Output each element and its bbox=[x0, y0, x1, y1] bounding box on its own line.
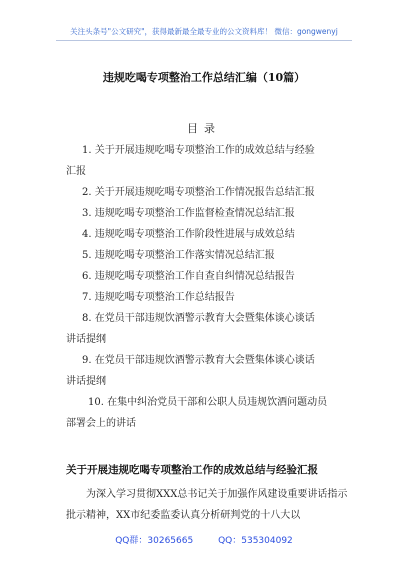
toc-item-text: 1. 关于开展违规吃喝专项整治工作的成效总结与经验 bbox=[82, 145, 315, 156]
body-paragraph: 为深入学习贯彻XXX总书记关于加强作风建设重要讲话指示批示精神，XX市纪委监委认真分析研判党的十八大以 bbox=[66, 489, 348, 521]
toc-item-2[interactable] bbox=[66, 182, 350, 203]
toc-item-4[interactable] bbox=[66, 224, 350, 245]
toc-item-text: 8. 在党员干部违规饮酒警示教育大会暨集体谈心谈话 bbox=[82, 313, 315, 324]
header-divider bbox=[56, 40, 352, 41]
toc-item-text: 6. 违规吃喝专项整治工作自查自纠情况总结报告 bbox=[82, 271, 295, 282]
toc-item-continuation: 讲话提纲 bbox=[66, 334, 106, 345]
toc-item-continuation: 汇报 bbox=[66, 166, 86, 177]
qq-group-link[interactable]: QQ群：30265665 bbox=[115, 536, 194, 546]
toc-item-1[interactable] bbox=[66, 140, 350, 182]
toc-item-text: 5. 违规吃喝专项整治工作落实情况总结汇报 bbox=[82, 250, 275, 261]
toc-item-text: 4. 违规吃喝专项整治工作阶段性进展与成效总结 bbox=[82, 229, 295, 240]
toc-item-continuation: 讲话提纲 bbox=[66, 376, 106, 387]
toc-item-text: 10. 在集中纠治党员干部和公职人员违规饮酒问题动员 bbox=[88, 397, 328, 408]
toc-item-10[interactable] bbox=[66, 392, 350, 434]
toc-item-9[interactable] bbox=[66, 350, 350, 392]
toc-item-6[interactable] bbox=[66, 266, 350, 287]
toc-item-continuation: 部署会上的讲话 bbox=[66, 418, 136, 429]
document-title: 违规吃喝专项整治工作总结汇编（10篇） bbox=[102, 71, 306, 84]
header-note: 关注头条号"公文研究"，获得最新最全最专业的公文资料库！ 微信：gongwenyj bbox=[70, 27, 338, 36]
footer-contact bbox=[0, 533, 408, 546]
table-of-contents bbox=[66, 140, 350, 434]
toc-item-text: 2. 关于开展违规吃喝专项整治工作情况报告总结汇报 bbox=[82, 187, 315, 198]
section-title: 关于开展违规吃喝专项整治工作的成效总结与经验汇报 bbox=[66, 464, 318, 476]
toc-heading: 目录 bbox=[187, 122, 221, 135]
toc-item-8[interactable] bbox=[66, 308, 350, 350]
toc-item-text: 3. 违规吃喝专项整治工作监督检查情况总结汇报 bbox=[82, 208, 295, 219]
toc-item-text: 9. 在党员干部违规饮酒警示教育大会暨集体谈心谈话 bbox=[82, 355, 315, 366]
toc-item-5[interactable] bbox=[66, 245, 350, 266]
qq-contact-link[interactable]: QQ：535304092 bbox=[218, 536, 293, 546]
toc-item-text: 7. 违规吃喝专项整治工作总结报告 bbox=[82, 292, 235, 303]
toc-item-3[interactable] bbox=[66, 203, 350, 224]
toc-item-7[interactable] bbox=[66, 287, 350, 308]
